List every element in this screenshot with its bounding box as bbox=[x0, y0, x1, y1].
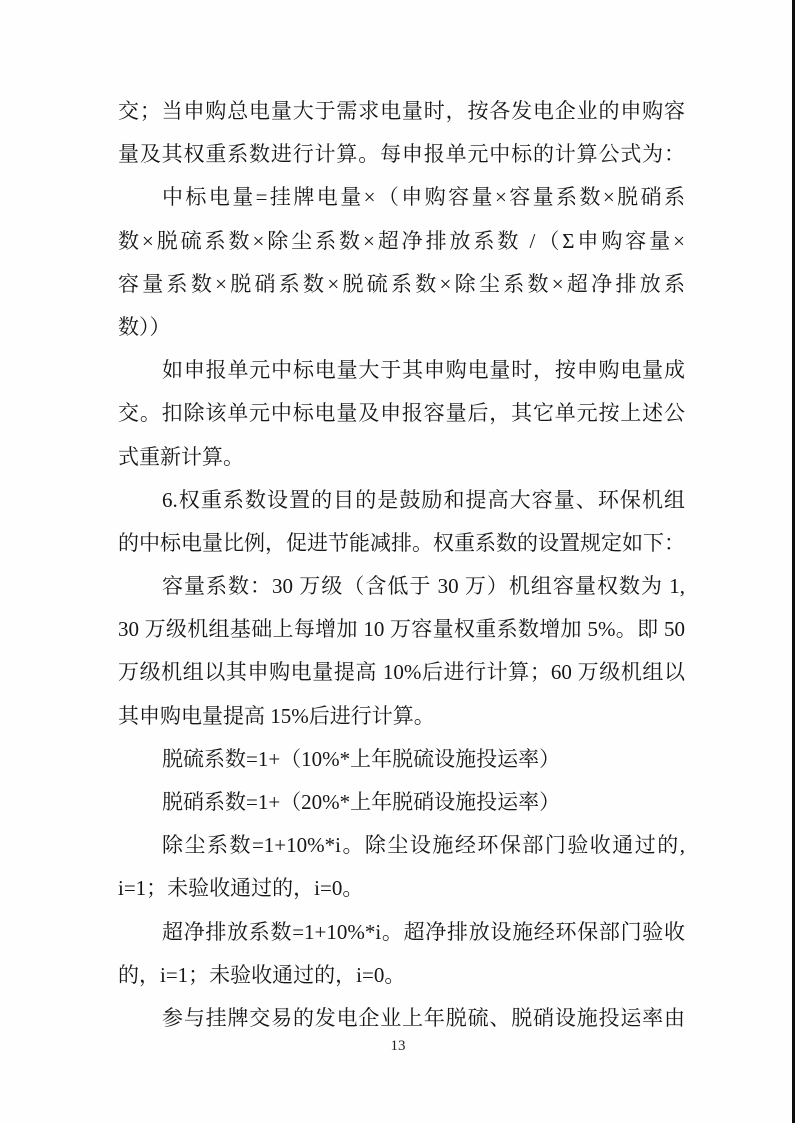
scan-edge-line bbox=[792, 0, 795, 1123]
text-line: 的中标电量比例，促进节能减排。权重系数的设置规定如下： bbox=[118, 530, 685, 555]
document-body bbox=[118, 90, 685, 1040]
text-line: 交；当申购总电量大于需求电量时，按各发电企业的申购容 bbox=[118, 99, 685, 123]
text-line: 6.权重系数设置的目的是鼓励和提高大容量、环保机组 bbox=[162, 487, 685, 512]
text-line: 容量系数×脱硝系数×脱硫系数×除尘系数×超净排放系 bbox=[118, 271, 685, 296]
text-line: 式重新计算。 bbox=[118, 444, 244, 469]
text-line: 的，i=1；未验收通过的，i=0。 bbox=[118, 962, 406, 987]
text-line: 容量系数：30 万级（含低于 30 万）机组容量权数为 1, bbox=[162, 574, 685, 599]
text-line: 量及其权重系数进行计算。每申报单元中标的计算公式为： bbox=[118, 142, 685, 167]
page-number: 13 bbox=[390, 1038, 406, 1054]
text-line: 交。扣除该单元中标电量及申报容量后，其它单元按上述公 bbox=[118, 401, 685, 426]
text-line: 参与挂牌交易的发电企业上年脱硫、脱硝设施投运率由 bbox=[162, 1005, 685, 1030]
formula-line: 脱硫系数=1+（10%*上年脱硫设施投运率） bbox=[162, 746, 561, 771]
text-line: 其申购电量提高 15%后进行计算。 bbox=[118, 703, 435, 728]
text-line: 数）） bbox=[118, 314, 171, 339]
text-line: 中标电量=挂牌电量×（申购容量×容量系数×脱硝系 bbox=[162, 185, 685, 210]
text-line: 除尘系数=1+10%*i。除尘设施经环保部门验收通过的, bbox=[162, 833, 685, 858]
text-line: 万级机组以其申购电量提高 10%后进行计算；60 万级机组以 bbox=[118, 660, 685, 685]
formula-line: 脱硝系数=1+（20%*上年脱硝设施投运率） bbox=[162, 790, 561, 814]
text-line: 30 万级机组基础上每增加 10 万容量权重系数增加 5%。即 50 bbox=[118, 617, 685, 642]
text-line: 超净排放系数=1+10%*i。超净排放设施经环保部门验收 bbox=[162, 919, 685, 944]
text-line: 数×脱硫系数×除尘系数×超净排放系数 /（Σ申购容量× bbox=[118, 228, 685, 253]
text-line: 如申报单元中标电量大于其申购电量时，按申购电量成 bbox=[162, 358, 685, 383]
text-line: i=1；未验收通过的，i=0。 bbox=[118, 876, 364, 901]
